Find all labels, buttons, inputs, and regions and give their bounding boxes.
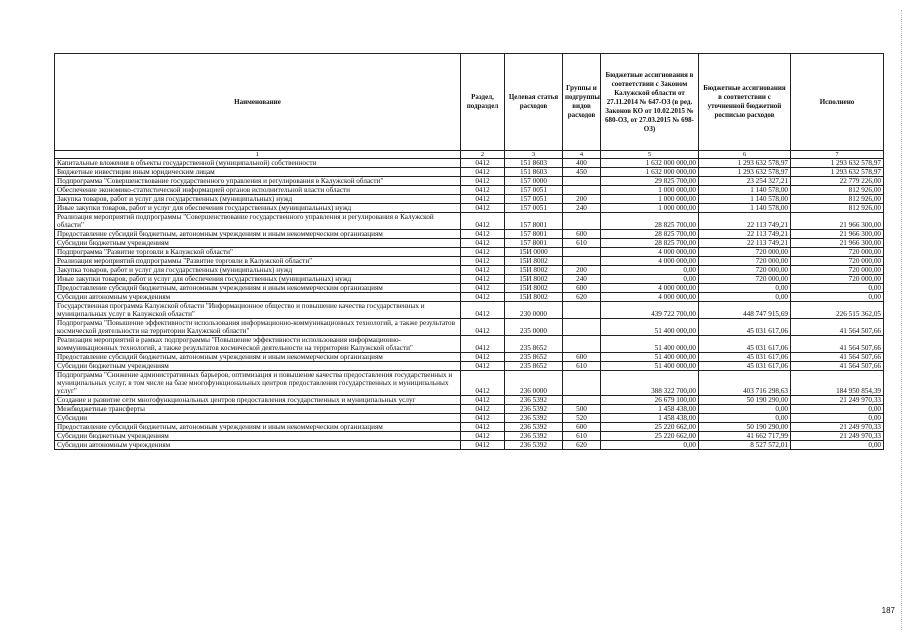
row-group [563, 186, 601, 195]
table-row [55, 432, 884, 441]
row-article: 157 0051 [505, 204, 563, 213]
row-name: Реализация мероприятий подпрограммы "Развитие торговли в Калужской области" [55, 257, 461, 266]
row-group: 610 [563, 432, 601, 441]
row-refined-allocation: 0,00 [699, 405, 791, 414]
row-law-allocation: 51 400 000,00 [601, 336, 699, 353]
table-row [55, 396, 884, 405]
row-executed: 0,00 [791, 293, 884, 302]
row-section: 0412 [461, 177, 505, 186]
row-executed: 226 515 362,05 [791, 302, 884, 319]
row-group: 450 [563, 168, 601, 177]
row-refined-allocation: 22 113 749,21 [699, 239, 791, 248]
row-law-allocation: 28 825 700,00 [601, 239, 699, 248]
row-law-allocation: 4 000 000,00 [601, 284, 699, 293]
row-refined-allocation: 1 140 578,00 [699, 186, 791, 195]
row-executed: 720 000,00 [791, 248, 884, 257]
row-name: Субсидии бюджетным учреждениям [55, 362, 461, 371]
row-refined-allocation: 1 293 632 578,97 [699, 168, 791, 177]
row-name: Субсидии [55, 414, 461, 423]
row-article: 236 5392 [505, 441, 563, 450]
row-article: 157 0000 [505, 177, 563, 186]
column-number: 4 [563, 151, 601, 159]
row-section: 0412 [461, 293, 505, 302]
table-row [55, 266, 884, 275]
row-group: 240 [563, 204, 601, 213]
row-section: 0412 [461, 195, 505, 204]
row-refined-allocation: 720 000,00 [699, 257, 791, 266]
row-group: 500 [563, 405, 601, 414]
row-law-allocation: 51 400 000,00 [601, 319, 699, 336]
row-article: 236 5392 [505, 405, 563, 414]
row-article: 235 8652 [505, 336, 563, 353]
row-executed: 0,00 [791, 414, 884, 423]
row-article: 157 8001 [505, 239, 563, 248]
row-executed: 720 000,00 [791, 257, 884, 266]
row-executed: 41 564 507,66 [791, 336, 884, 353]
row-name: Субсидии автономным учреждениям [55, 441, 461, 450]
row-name: Межбюджетные трансферты [55, 405, 461, 414]
column-number: 7 [791, 151, 884, 159]
row-group: 620 [563, 441, 601, 450]
row-group [563, 302, 601, 319]
row-name: Иные закупки товаров, работ и услуг для обеспечения государственных (муниципальных) нужд [55, 204, 461, 213]
row-article: 15И 8002 [505, 257, 563, 266]
row-article: 157 8001 [505, 213, 563, 230]
row-executed: 21 249 970,33 [791, 432, 884, 441]
table-row [55, 204, 884, 213]
row-section: 0412 [461, 230, 505, 239]
row-refined-allocation: 403 716 298,63 [699, 371, 791, 396]
row-law-allocation: 4 000 000,00 [601, 293, 699, 302]
row-law-allocation: 28 825 700,00 [601, 230, 699, 239]
table-row [55, 362, 884, 371]
row-section: 0412 [461, 159, 505, 168]
row-group [563, 371, 601, 396]
row-group: 620 [563, 293, 601, 302]
row-refined-allocation: 8 527 572,01 [699, 441, 791, 450]
row-article: 236 5392 [505, 432, 563, 441]
column-number-row [55, 151, 884, 159]
row-section: 0412 [461, 353, 505, 362]
row-law-allocation: 29 825 700,00 [601, 177, 699, 186]
row-article: 151 8603 [505, 159, 563, 168]
row-article: 157 0051 [505, 195, 563, 204]
row-law-allocation: 1 632 000 000,00 [601, 159, 699, 168]
table-row [55, 319, 884, 336]
row-section: 0412 [461, 396, 505, 405]
table-row [55, 213, 884, 230]
row-article: 157 8001 [505, 230, 563, 239]
row-section: 0412 [461, 432, 505, 441]
row-name: Предоставление субсидий бюджетным, автономным учреждениям и иным некоммерческим организациям [55, 353, 461, 362]
row-name: Предоставление субсидий бюджетным, автономным учреждениям и иным некоммерческим организациям [55, 230, 461, 239]
row-refined-allocation: 720 000,00 [699, 248, 791, 257]
row-name: Субсидии бюджетным учреждениям [55, 432, 461, 441]
row-law-allocation: 1 632 000 000,00 [601, 168, 699, 177]
row-section: 0412 [461, 371, 505, 396]
row-law-allocation: 1 000 000,00 [601, 195, 699, 204]
row-law-allocation: 439 722 700,00 [601, 302, 699, 319]
row-article: 236 5392 [505, 414, 563, 423]
row-law-allocation: 25 220 662,00 [601, 423, 699, 432]
row-section: 0412 [461, 213, 505, 230]
row-name: Подпрограмма "Развитие торговли в Калужской области" [55, 248, 461, 257]
row-executed: 1 293 632 578,97 [791, 159, 884, 168]
row-law-allocation: 0,00 [601, 441, 699, 450]
row-name: Субсидии бюджетным учреждениям [55, 239, 461, 248]
row-law-allocation: 1 458 438,00 [601, 414, 699, 423]
row-name: Подпрограмма "Повышение эффективности использования информационно-коммуникационных технологий, а также результатов космической деятельности на территории Калужской области" [55, 319, 461, 336]
row-law-allocation: 0,00 [601, 275, 699, 284]
header-executed: Исполнено [791, 54, 884, 151]
row-refined-allocation: 0,00 [699, 293, 791, 302]
row-refined-allocation: 45 031 617,06 [699, 362, 791, 371]
table-row [55, 159, 884, 168]
row-law-allocation: 26 679 100,00 [601, 396, 699, 405]
header-refined-allocation: Бюджетные ассигнования в соответствии с уточненной бюджетной росписью расходов [699, 54, 791, 151]
row-group: 600 [563, 423, 601, 432]
row-name: Создание и развитие сети многофункциональных центров предоставления государственных и муниципальных услуг [55, 396, 461, 405]
table-row [55, 186, 884, 195]
row-refined-allocation: 448 747 915,69 [699, 302, 791, 319]
row-section: 0412 [461, 248, 505, 257]
table-row [55, 248, 884, 257]
row-group [563, 396, 601, 405]
row-refined-allocation: 0,00 [699, 284, 791, 293]
row-section: 0412 [461, 319, 505, 336]
row-section: 0412 [461, 168, 505, 177]
row-article: 235 0000 [505, 319, 563, 336]
table-row [55, 177, 884, 186]
row-section: 0412 [461, 423, 505, 432]
table-row [55, 284, 884, 293]
row-section: 0412 [461, 257, 505, 266]
row-executed: 21 966 300,00 [791, 213, 884, 230]
table-row [55, 168, 884, 177]
row-refined-allocation: 45 031 617,06 [699, 353, 791, 362]
row-section: 0412 [461, 405, 505, 414]
row-refined-allocation: 22 113 749,21 [699, 230, 791, 239]
row-refined-allocation: 720 000,00 [699, 275, 791, 284]
row-article: 157 0051 [505, 186, 563, 195]
row-executed: 812 926,00 [791, 195, 884, 204]
row-refined-allocation: 1 140 578,00 [699, 204, 791, 213]
table-row [55, 302, 884, 319]
row-article: 15И 0000 [505, 248, 563, 257]
row-executed: 720 000,00 [791, 275, 884, 284]
table-row [55, 405, 884, 414]
row-refined-allocation: 23 254 327,21 [699, 177, 791, 186]
row-name: Предоставление субсидий бюджетным, автономным учреждениям и иным некоммерческим организациям [55, 423, 461, 432]
page-number: 187 [881, 606, 895, 615]
row-executed: 812 926,00 [791, 204, 884, 213]
row-name: Обеспечение экономико-статистической информацией органов исполнительной власти области [55, 186, 461, 195]
row-name: Капитальные вложения в объекты государственной (муниципальной) собственности [55, 159, 461, 168]
row-law-allocation: 1 000 000,00 [601, 204, 699, 213]
row-section: 0412 [461, 204, 505, 213]
row-executed: 0,00 [791, 405, 884, 414]
row-name: Реализация мероприятий в рамках подпрограммы "Повышение эффективности использования информационно-коммуникационных технологий, а также результатов космической деятельности на территории Калужской области" [55, 336, 461, 353]
row-group [563, 248, 601, 257]
row-refined-allocation: 50 190 290,00 [699, 396, 791, 405]
header-section: Раздел, подраздел [461, 54, 505, 151]
header-group: Группы и подгруппы видов расходов [563, 54, 601, 151]
row-section: 0412 [461, 186, 505, 195]
scan-edge-line [901, 10, 902, 630]
row-law-allocation: 51 400 000,00 [601, 362, 699, 371]
row-name: Предоставление субсидий бюджетным, автономным учреждениям и иным некоммерческим организациям [55, 284, 461, 293]
row-law-allocation: 25 220 662,00 [601, 432, 699, 441]
row-name: Закупка товаров, работ и услуг для государственных (муниципальных) нужд [55, 266, 461, 275]
row-executed: 1 293 632 578,97 [791, 168, 884, 177]
row-group: 610 [563, 239, 601, 248]
table-body [55, 151, 884, 450]
table-row [55, 257, 884, 266]
row-executed: 0,00 [791, 441, 884, 450]
row-executed: 720 000,00 [791, 266, 884, 275]
row-refined-allocation: 45 031 617,06 [699, 319, 791, 336]
row-section: 0412 [461, 336, 505, 353]
table-row [55, 336, 884, 353]
row-name: Иные закупки товаров, работ и услуг для обеспечения государственных (муниципальных) нужд [55, 275, 461, 284]
row-executed: 41 564 507,66 [791, 319, 884, 336]
row-article: 235 8652 [505, 362, 563, 371]
table-row [55, 353, 884, 362]
row-article: 235 8652 [505, 353, 563, 362]
row-refined-allocation: 0,00 [699, 414, 791, 423]
row-group: 200 [563, 195, 601, 204]
column-number: 3 [505, 151, 563, 159]
header-article: Целевая статья расходов [505, 54, 563, 151]
row-refined-allocation: 1 140 578,00 [699, 195, 791, 204]
row-group: 520 [563, 414, 601, 423]
row-group [563, 336, 601, 353]
row-group [563, 213, 601, 230]
row-law-allocation: 388 322 700,00 [601, 371, 699, 396]
row-law-allocation: 1 000 000,00 [601, 186, 699, 195]
row-group: 240 [563, 275, 601, 284]
row-refined-allocation: 41 662 717,99 [699, 432, 791, 441]
row-name: Закупка товаров, работ и услуг для государственных (муниципальных) нужд [55, 195, 461, 204]
row-article: 15И 8002 [505, 284, 563, 293]
row-section: 0412 [461, 414, 505, 423]
row-group: 200 [563, 266, 601, 275]
row-group: 610 [563, 362, 601, 371]
row-executed: 21 249 970,33 [791, 396, 884, 405]
row-law-allocation: 1 458 438,00 [601, 405, 699, 414]
budget-table [54, 53, 884, 450]
table-row [55, 293, 884, 302]
table-row [55, 441, 884, 450]
row-group: 600 [563, 353, 601, 362]
row-article: 236 5392 [505, 423, 563, 432]
row-name: Подпрограмма "Снижение административных барьеров, оптимизация и повышение качества предоставления государственных и муниципальных услуг, в том числе на базе многофункциональных центров предоставления государственных и муниципальных услуг" [55, 371, 461, 396]
row-group [563, 257, 601, 266]
row-law-allocation: 4 000 000,00 [601, 257, 699, 266]
row-law-allocation: 4 000 000,00 [601, 248, 699, 257]
row-name: Реализация мероприятий подпрограммы "Совершенствование государственного управления и регулирования в Калужской области" [55, 213, 461, 230]
row-refined-allocation: 720 000,00 [699, 266, 791, 275]
row-group: 400 [563, 159, 601, 168]
table-row [55, 275, 884, 284]
row-article: 230 0000 [505, 302, 563, 319]
row-group: 600 [563, 284, 601, 293]
table-row [55, 239, 884, 248]
row-article: 15И 8002 [505, 293, 563, 302]
row-law-allocation: 51 400 000,00 [601, 353, 699, 362]
table-row [55, 230, 884, 239]
row-law-allocation: 28 825 700,00 [601, 213, 699, 230]
table-row [55, 195, 884, 204]
row-article: 151 8603 [505, 168, 563, 177]
row-section: 0412 [461, 266, 505, 275]
row-executed: 0,00 [791, 284, 884, 293]
row-law-allocation: 0,00 [601, 266, 699, 275]
row-section: 0412 [461, 441, 505, 450]
row-executed: 812 926,00 [791, 186, 884, 195]
column-number: 6 [699, 151, 791, 159]
row-article: 236 0000 [505, 371, 563, 396]
row-executed: 21 966 300,00 [791, 239, 884, 248]
row-group [563, 319, 601, 336]
row-name: Государственная программа Калужской области "Информационное общество и повышение качества государственных и муниципальных услуг в Калужской области" [55, 302, 461, 319]
row-executed: 21 249 970,33 [791, 423, 884, 432]
row-executed: 41 564 507,66 [791, 362, 884, 371]
header-row [55, 54, 884, 151]
header-law-allocation: Бюджетные ассигнования в соответствии с Законом Калужской области от 27.11.2014 № 647-ОЗ (в ред. Законов КО от 10.02.2015 № 680-ОЗ, от 27.03.2015 № 698-ОЗ) [601, 54, 699, 151]
column-number: 1 [55, 151, 461, 159]
row-article: 15И 8002 [505, 275, 563, 284]
row-refined-allocation: 1 293 632 578,97 [699, 159, 791, 168]
row-article: 236 5392 [505, 396, 563, 405]
row-section: 0412 [461, 362, 505, 371]
row-section: 0412 [461, 284, 505, 293]
row-group [563, 177, 601, 186]
row-refined-allocation: 50 190 290,00 [699, 423, 791, 432]
row-refined-allocation: 22 113 749,21 [699, 213, 791, 230]
column-number: 2 [461, 151, 505, 159]
row-section: 0412 [461, 275, 505, 284]
table-row [55, 371, 884, 396]
row-executed: 41 564 507,66 [791, 353, 884, 362]
row-executed: 184 950 854,39 [791, 371, 884, 396]
header-name: Наименование [55, 54, 461, 151]
row-executed: 21 966 300,00 [791, 230, 884, 239]
row-article: 15И 8002 [505, 266, 563, 275]
row-name: Подпрограмма "Совершенствование государственного управления и регулирования в Калужской области" [55, 177, 461, 186]
row-group: 600 [563, 230, 601, 239]
row-section: 0412 [461, 239, 505, 248]
table-row [55, 423, 884, 432]
row-name: Субсидии автономным учреждениям [55, 293, 461, 302]
row-executed: 22 779 226,00 [791, 177, 884, 186]
row-name: Бюджетные инвестиции иным юридическим лицам [55, 168, 461, 177]
table-row [55, 414, 884, 423]
column-number: 5 [601, 151, 699, 159]
row-section: 0412 [461, 302, 505, 319]
row-refined-allocation: 45 031 617,06 [699, 336, 791, 353]
